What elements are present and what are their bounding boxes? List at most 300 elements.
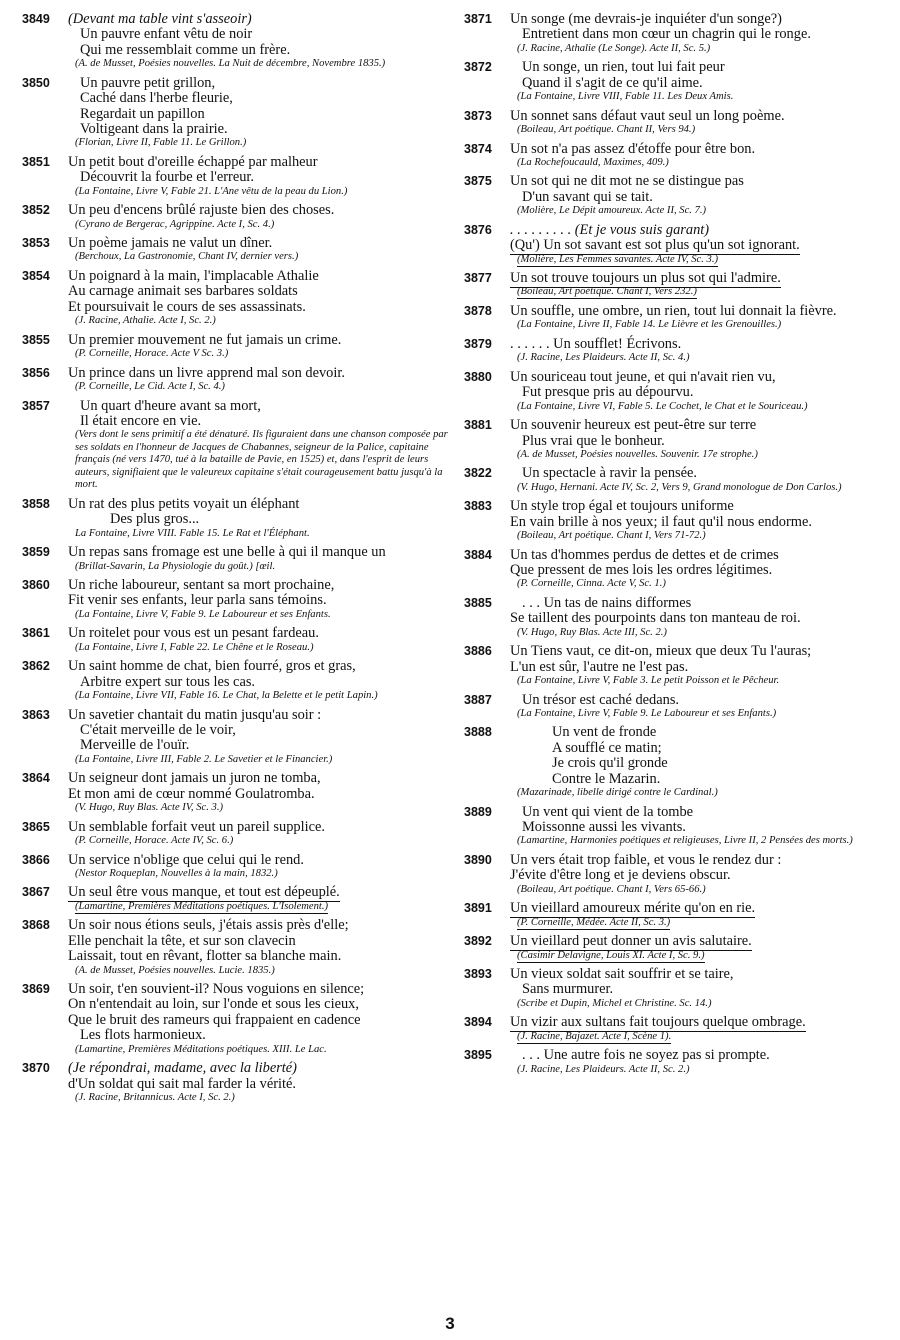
quote-line [68, 203, 450, 218]
quote-source [68, 609, 450, 622]
entry-number: 3886 [464, 644, 492, 659]
quote-line-text: Au carnage animait ses barbares soldats [68, 283, 298, 300]
quote-line-text: Un poignard à la main, l'implacable Athalie [68, 267, 319, 284]
entry-number: 3850 [22, 75, 50, 90]
quote-line-text: Elle penchait la tête, et sur son clavecin [68, 932, 296, 949]
quote-source [68, 58, 450, 71]
quote-line [68, 787, 450, 802]
quote-line [510, 868, 888, 883]
entry-body [510, 466, 888, 494]
quote-source-text: (Scribe et Dupin, Michel et Christine. Sc. 14.) [517, 997, 712, 1009]
quote-source [510, 917, 888, 930]
entry-body [68, 918, 450, 977]
quote-line-text: . . . Une autre fois ne soyez pas si prompte. [522, 1047, 770, 1064]
quote-line [510, 76, 888, 91]
quote-source-text: (V. Hugo, Ruy Blas. Acte III, Sc. 2.) [517, 626, 667, 638]
quote-source [68, 315, 450, 328]
entry-body [68, 12, 450, 71]
quote-entry [464, 548, 888, 591]
quote-line-text: Laissait, tout en rêvant, flotter sa blanche main. [68, 948, 342, 965]
quote-line [68, 284, 450, 299]
entry-number: 3852 [22, 203, 50, 218]
quote-line [68, 122, 450, 137]
entry-number: 3855 [22, 332, 50, 347]
entry-number: 3864 [22, 771, 50, 786]
quote-line-text: Voltigeant dans la prairie. [80, 120, 228, 137]
quote-source [510, 91, 888, 104]
quote-entry [464, 466, 888, 494]
quote-entry [464, 337, 888, 365]
entry-number: 3858 [22, 496, 50, 511]
entry-number: 3856 [22, 365, 50, 380]
quote-line [510, 27, 888, 42]
quote-source [68, 348, 450, 361]
quote-line [510, 337, 888, 352]
quote-line-text: Fit venir ses enfants, leur parla sans témoins. [68, 592, 327, 609]
quote-entry [22, 1061, 450, 1104]
quote-line [510, 693, 888, 708]
entry-number: 3894 [464, 1015, 492, 1030]
quote-source-text: (A. de Musset, Poésies nouvelles. La Nuit de décembre, Novembre 1835.) [75, 58, 386, 70]
quote-line-text: Un prince dans un livre apprend mal son devoir. [68, 364, 345, 381]
entry-body [68, 76, 450, 150]
quote-line-text: Plus vrai que le bonheur. [522, 432, 665, 449]
quote-line [510, 901, 888, 916]
quote-entry [464, 499, 888, 542]
quote-line-text: . . . . . . . . . (Et je vous suis garant) [510, 221, 710, 238]
entry-body [510, 370, 888, 413]
quote-source [68, 251, 450, 264]
quote-entry [464, 1048, 888, 1076]
entry-number: 3822 [464, 466, 492, 481]
quote-source-text: (V. Hugo, Ruy Blas. Acte IV, Sc. 3.) [75, 802, 223, 814]
quote-source [510, 124, 888, 137]
entry-body [68, 885, 450, 913]
quote-source-text: (Boileau, Art poétique. Chant I, Vers 232.) [517, 286, 697, 298]
quote-line-text: En vain brille à nos yeux; il faut qu'il nous endorme. [510, 513, 812, 530]
right-column [464, 12, 888, 1081]
quote-line [68, 497, 450, 512]
quote-line [510, 271, 888, 286]
quote-source [510, 254, 888, 267]
quote-line [510, 644, 888, 659]
quote-line [68, 1061, 450, 1076]
quote-line [68, 91, 450, 106]
quote-line [510, 563, 888, 578]
quote-line-text: Un songe (me devrais-je inquiéter d'un songe?) [510, 11, 782, 27]
quote-source [510, 998, 888, 1011]
quote-entry [464, 271, 888, 299]
entry-number: 3895 [464, 1048, 492, 1063]
quote-entry [22, 497, 450, 540]
entry-body [510, 644, 888, 687]
quote-entry [22, 885, 450, 913]
quote-line [68, 1077, 450, 1092]
quote-source [510, 319, 888, 332]
entry-body [510, 60, 888, 103]
quote-entry [22, 545, 450, 573]
entry-number: 3849 [22, 12, 50, 26]
entry-number: 3854 [22, 268, 50, 283]
quote-line-text: Un souriceau tout jeune, et qui n'avait rien vu, [510, 368, 776, 385]
quote-line [510, 142, 888, 157]
quote-source-text: (Mazarinade, libelle dirigé contre le Cardinal.) [517, 787, 718, 799]
quote-source [68, 561, 450, 574]
quote-source [510, 1064, 888, 1077]
quote-line-text: Un seul être vous manque, et tout est dépeuplé. [68, 884, 340, 901]
quote-line-text: Regardait un papillon [80, 105, 205, 122]
quote-source [510, 286, 888, 299]
entry-number: 3863 [22, 707, 50, 722]
quote-line [510, 304, 888, 319]
quote-line [68, 107, 450, 122]
quote-line-text: . . . Un tas de nains difformes [522, 594, 692, 611]
entry-body [510, 967, 888, 1010]
quote-entry [464, 596, 888, 639]
quote-line [510, 725, 888, 740]
entry-number: 3883 [464, 499, 492, 514]
quote-line-text: Un soir, t'en souvient-il? Nous voguions en silence; [68, 981, 365, 998]
quote-entry [464, 60, 888, 103]
quote-line [510, 611, 888, 626]
entry-body [68, 269, 450, 328]
quote-source-text: (A. de Musset, Poésies nouvelles. Lucie. 1835.) [75, 964, 275, 976]
quote-line-text: Un spectacle à ravir la pensée. [522, 465, 697, 482]
quote-source-text: (J. Racine, Britannicus. Acte I, Sc. 2.) [75, 1091, 235, 1103]
entry-body [510, 499, 888, 542]
entry-body [68, 333, 450, 361]
quote-source [68, 1092, 450, 1105]
page-number: 3 [445, 1314, 455, 1333]
quote-entry [464, 418, 888, 461]
entry-number: 3880 [464, 369, 492, 384]
entry-body [510, 174, 888, 217]
quote-line-text: C'était merveille de le voir, [80, 721, 236, 738]
quote-line-text: Un premier mouvement ne fut jamais un crime. [68, 331, 342, 348]
entry-body [510, 109, 888, 137]
quote-line [510, 805, 888, 820]
quote-line-text: Entretient dans mon cœur un chagrin qui le ronge. [522, 26, 811, 43]
entry-body [68, 982, 450, 1056]
quote-source [68, 901, 450, 914]
entry-body [510, 337, 888, 365]
quote-line-text: Un pauvre enfant vêtu de noir [80, 26, 253, 43]
quote-line [68, 593, 450, 608]
quote-line-text: Un vieux soldat sait souffrir et se taire, [510, 966, 734, 983]
quote-entry [464, 805, 888, 848]
entry-body [510, 805, 888, 848]
quote-line-text: Un trésor est caché dedans. [522, 691, 680, 708]
entry-number: 3874 [464, 141, 492, 156]
quote-entry [464, 304, 888, 332]
quote-line-text: Fut presque pris au dépourvu. [522, 384, 694, 401]
quote-line-text: Un saint homme de chat, bien fourré, gros et gras, [68, 658, 356, 675]
quote-line [510, 238, 888, 253]
quote-source-text: (La Fontaine, Livre I, Fable 22. Le Chêne et le Roseau.) [75, 641, 314, 653]
quote-line-text: Des plus gros... [110, 511, 200, 528]
quote-entry [22, 155, 450, 198]
entry-body [510, 1048, 888, 1076]
entry-body [68, 659, 450, 702]
quote-line [68, 300, 450, 315]
entry-number: 3870 [22, 1061, 50, 1076]
entry-body [68, 236, 450, 264]
quote-line-text: Un roitelet pour vous est un pesant fardeau. [68, 625, 319, 642]
quote-line [510, 109, 888, 124]
quote-source-text: (La Fontaine, Livre V, Fable 9. Le Laboureur et ses Enfants. [75, 608, 331, 620]
quote-line [510, 596, 888, 611]
quote-line [68, 512, 450, 527]
quote-line [68, 578, 450, 593]
entry-number: 3866 [22, 852, 50, 867]
quote-line [68, 885, 450, 900]
quote-line-text: Un vers était trop faible, et vous le rendez dur : [510, 851, 782, 868]
entry-number: 3893 [464, 967, 492, 982]
quote-line [68, 414, 450, 429]
quote-line [68, 738, 450, 753]
quote-entry [22, 399, 450, 492]
entry-number: 3877 [464, 271, 492, 286]
entry-number: 3871 [464, 12, 492, 26]
entry-number: 3860 [22, 578, 50, 593]
quote-line [68, 170, 450, 185]
quote-source [68, 965, 450, 978]
quote-source [510, 787, 888, 800]
quote-entry [22, 771, 450, 814]
entry-body [510, 271, 888, 299]
quote-line [510, 853, 888, 868]
quote-entry [22, 12, 450, 71]
quote-note: (Vers dont le sens primitif a été dénaturé. Ils figuraient dans une chanson composée par ses soldats en l'honneur de Jacques de Chabannes, seigneur de la Palice, capitaine français (né vers 1470, tué à la bataille de Pavie, en 1525) et, dans l'esprit de leurs auteurs, signifiaient que le valeureux capitaine s'était courageusement battu jusqu'à la mort. [75, 429, 448, 491]
quote-source-text: (La Rochefoucauld, Maximes, 409.) [517, 156, 669, 168]
quote-source-text: (La Fontaine, Livre II, Fable 14. Le Lièvre et les Grenouilles.) [517, 319, 782, 331]
quote-line-text: Un style trop égal et toujours uniforme [510, 498, 734, 515]
quote-entry [22, 820, 450, 848]
quote-line-text: Qui me ressemblait comme un frère. [80, 41, 291, 58]
quote-source [68, 754, 450, 767]
quote-line-text: Un riche laboureur, sentant sa mort prochaine, [68, 577, 335, 594]
quote-line-text: Sans murmurer. [522, 981, 614, 998]
quote-line-text: Quand il s'agit de ce qu'il aime. [522, 74, 703, 91]
quote-line-text: Un souffle, une ombre, un rien, tout lui donnait la fièvre. [510, 302, 837, 319]
quote-entry [22, 236, 450, 264]
entry-number: 3859 [22, 545, 50, 560]
quote-line [510, 934, 888, 949]
quote-source-text: (P. Corneille, Le Cid. Acte I, Sc. 4.) [75, 381, 225, 392]
quote-line [510, 466, 888, 481]
quote-source-text: (P. Corneille, Médée. Acte II, Sc. 3.) [517, 916, 671, 928]
quote-line-text: Un souvenir heureux est peut-être sur terre [510, 417, 757, 434]
quote-line [68, 27, 450, 42]
quote-line-text: Caché dans l'herbe fleurie, [80, 90, 233, 107]
quote-line-text: Un peu d'encens brûlé rajuste bien des choses. [68, 202, 335, 219]
entry-body [510, 142, 888, 170]
quote-source [510, 1031, 888, 1044]
quote-source [510, 530, 888, 543]
quote-source-text: (J. Racine, Bajazet. Acte I, Scène 1). [517, 1030, 672, 1042]
quote-source-text: (J. Racine, Athalie (Le Songe). Acte II, Sc. 5.) [517, 42, 711, 54]
quote-line [510, 434, 888, 449]
quote-line-text: d'Un soldat qui sait mal farder la vérité. [68, 1075, 296, 1092]
quote-line [510, 1048, 888, 1063]
quote-line-text: Un quart d'heure avant sa mort, [80, 397, 261, 414]
entry-body [68, 399, 450, 492]
quote-source-text: (A. de Musset, Poésies nouvelles. Souvenir. 17e strophe.) [517, 448, 758, 460]
quote-line-text: Un songe, un rien, tout lui fait peur [522, 59, 725, 76]
quote-source-text: (La Fontaine, Livre VIII, Fable 11. Les Deux Amis. [517, 91, 734, 103]
quote-line [68, 675, 450, 690]
entry-body [510, 12, 888, 55]
entry-number: 3885 [464, 595, 492, 610]
quote-entry [464, 967, 888, 1010]
quote-source-text: (La Fontaine, Livre V, Fable 3. Le petit Poisson et le Pêcheur. [517, 675, 780, 687]
quote-source [68, 642, 450, 655]
quote-entry [464, 934, 888, 962]
quote-line [68, 366, 450, 381]
entry-body [68, 820, 450, 848]
quote-line-text: Se taillent des pourpoints dans ton manteau de roi. [510, 610, 801, 627]
entry-body [68, 626, 450, 654]
quote-entry [22, 333, 450, 361]
quote-source-text: (Brillat-Savarin, La Physiologie du goût.) [œil. [75, 560, 276, 572]
quote-line-text: Un rat des plus petits voyait un éléphant [68, 495, 300, 512]
entry-number: 3865 [22, 819, 50, 834]
quote-entry [22, 918, 450, 977]
quote-source [68, 528, 450, 541]
quote-line-text: L'un est sûr, l'autre ne l'est pas. [510, 658, 689, 675]
quote-entry [22, 626, 450, 654]
quote-source-text: (J. Racine, Les Plaideurs. Acte II, Sc. 2.) [517, 1063, 690, 1075]
entry-number: 3889 [464, 804, 492, 819]
quote-line-text: Un sot qui ne dit mot ne se distingue pas [510, 173, 744, 190]
quote-entry [22, 203, 450, 231]
quote-line [68, 934, 450, 949]
quote-line-text: Contre le Mazarin. [552, 770, 661, 787]
quote-line-text: (Qu') Un sot savant est sot plus qu'un sot ignorant. [510, 237, 800, 254]
quote-entry [464, 853, 888, 896]
quote-line-text: Que le bruit des rameurs qui frappaient en cadence [68, 1011, 361, 1028]
entry-number: 3891 [464, 901, 492, 916]
quote-line [510, 756, 888, 771]
quote-line [68, 820, 450, 835]
quote-source [510, 578, 888, 591]
entry-body [510, 418, 888, 461]
quote-source-text: (P. Corneille, Horace. Acte V Sc. 3.) [75, 348, 229, 360]
quote-line [68, 997, 450, 1012]
quote-line-text: (Devant ma table vint s'asseoir) [68, 11, 252, 27]
quote-entry [464, 12, 888, 55]
quote-line-text: Un vieillard peut donner un avis salutaire. [510, 933, 752, 950]
quote-entry [22, 578, 450, 621]
quote-source [510, 708, 888, 721]
quote-source-text: (Lamartine, Premières Méditations poétiques. L'Isolement.) [75, 900, 329, 912]
quote-line [68, 723, 450, 738]
quote-line-text: Et poursuivait le cours de ses assassinats. [68, 298, 306, 315]
quote-source [510, 835, 888, 848]
quote-entry [464, 174, 888, 217]
quote-source-text: (Boileau, Art poétique. Chant I, Vers 65-66.) [517, 883, 706, 895]
entry-body [510, 725, 888, 799]
quote-source-text: (Cyrano de Bergerac, Agrippine. Acte I, Sc. 4.) [75, 218, 275, 230]
entry-number: 3873 [464, 108, 492, 123]
quote-entry [464, 725, 888, 799]
quote-source [68, 690, 450, 703]
entry-body [68, 155, 450, 198]
quote-line-text: Un poème jamais ne valut un dîner. [68, 235, 273, 252]
entry-number: 3887 [464, 692, 492, 707]
entry-body [510, 901, 888, 929]
entry-number: 3892 [464, 934, 492, 949]
quote-source [510, 449, 888, 462]
quote-line [68, 76, 450, 91]
quote-line-text: Arbitre expert sur tous les cas. [80, 673, 256, 690]
quote-source-text: La Fontaine, Livre VIII. Fable 15. Le Rat et l'Éléphant. [75, 527, 310, 539]
quote-source [510, 157, 888, 170]
quote-line [510, 223, 888, 238]
quote-line [510, 548, 888, 563]
quote-source-text: (Lamartine, Harmonies poétiques et religieuses, Livre II, 2 Pensées des morts.) [517, 835, 853, 847]
quote-line-text: Un Tiens vaut, ce dit-on, mieux que deux Tu l'auras; [510, 643, 812, 660]
quote-line-text: Un sot trouve toujours un plus sot qui l'admire. [510, 270, 781, 287]
quote-line [510, 772, 888, 787]
entry-body [510, 693, 888, 721]
entry-number: 3853 [22, 236, 50, 251]
quote-line [510, 385, 888, 400]
entry-body [510, 223, 888, 266]
quote-line-text: D'un savant qui se tait. [522, 188, 653, 205]
entry-number: 3867 [22, 885, 50, 900]
entry-body [68, 203, 450, 231]
entry-number: 3888 [464, 725, 492, 740]
left-column [22, 12, 450, 1109]
quote-line-text: Un savetier chantait du matin jusqu'au soir : [68, 706, 322, 723]
quote-line-text: A soufflé ce matin; [552, 739, 662, 756]
quote-source-text: (Florian, Livre II, Fable 11. Le Grillon.) [75, 137, 247, 149]
quote-source-text: (V. Hugo, Hernani. Acte IV, Sc. 2, Vers 9, Grand monologue de Don Carlos.) [517, 481, 842, 493]
quote-source [510, 627, 888, 640]
quote-line [510, 741, 888, 756]
quote-entry [464, 644, 888, 687]
quote-entry [22, 269, 450, 328]
quote-source [510, 43, 888, 56]
quote-entry [464, 142, 888, 170]
quote-source-text: (J. Racine, Les Plaideurs. Acte II, Sc. 4.) [517, 352, 690, 364]
quote-line [510, 515, 888, 530]
quote-source [510, 675, 888, 688]
quote-line [510, 820, 888, 835]
quote-source-text: (Lamartine, Premières Méditations poétiques. XIII. Le Lac. [75, 1043, 327, 1055]
quote-line-text: (Je répondrai, madame, avec la liberté) [68, 1060, 297, 1077]
entry-number: 3857 [22, 398, 50, 413]
entry-number: 3890 [464, 852, 492, 867]
quote-line [68, 1013, 450, 1028]
entry-body [68, 545, 450, 573]
quote-source [510, 482, 888, 495]
quote-line-text: On n'entendait au loin, sur l'onde et sous les cieux, [68, 996, 359, 1013]
quote-source [68, 802, 450, 815]
quote-source-text: (La Fontaine, Livre VI, Fable 5. Le Cochet, le Chat et le Souriceau.) [517, 400, 808, 412]
quote-line-text: Un vent de fronde [552, 724, 657, 741]
entry-number: 3861 [22, 626, 50, 641]
quote-line [68, 12, 450, 27]
quote-line [68, 333, 450, 348]
quote-line [510, 12, 888, 27]
quote-source-text: (La Fontaine, Livre VII, Fable 16. Le Chat, la Belette et le petit Lapin.) [75, 690, 378, 702]
quote-source-text: (Berchoux, La Gastronomie, Chant IV, dernier vers.) [75, 251, 299, 263]
quote-entry [22, 708, 450, 767]
quote-line-text: Un semblable forfait veut un pareil supplice. [68, 818, 325, 835]
quote-line [510, 60, 888, 75]
